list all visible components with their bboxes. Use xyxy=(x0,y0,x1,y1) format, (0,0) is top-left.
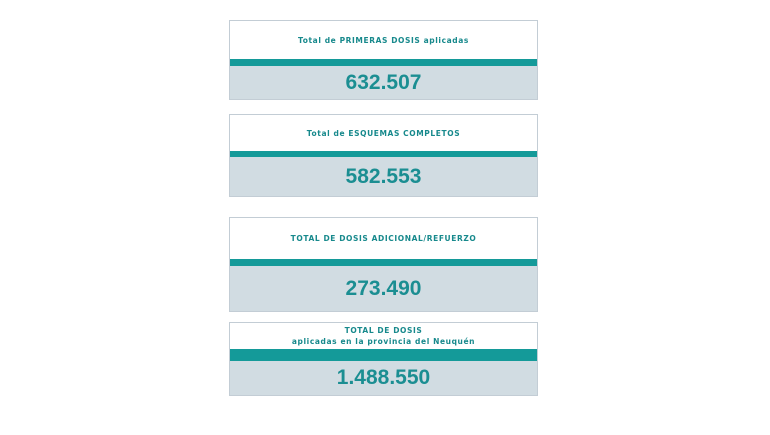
stat-card-primeras-dosis xyxy=(229,20,538,100)
stat-card-value xyxy=(230,66,537,99)
stat-card-title xyxy=(230,323,537,349)
stat-card-total-dosis xyxy=(229,322,538,396)
stat-card-title-text: TOTAL DE DOSIS ADICIONAL/REFUERZO xyxy=(290,234,477,243)
stat-card-value xyxy=(230,157,537,196)
accent-bar xyxy=(230,59,537,66)
stat-card-adicional-refuerzo xyxy=(229,217,538,312)
accent-bar xyxy=(230,349,537,361)
stat-value-primeras-dosis: 632.507 xyxy=(345,70,422,94)
stat-card-title-line1: TOTAL DE DOSIS xyxy=(344,326,423,335)
stat-card-value xyxy=(230,266,537,311)
stat-card-esquemas-completos xyxy=(229,114,538,197)
stat-card-title-text: Total de PRIMERAS DOSIS aplicadas xyxy=(298,35,469,45)
stat-value-esquemas-completos: 582.553 xyxy=(345,164,422,188)
stat-card-title xyxy=(230,218,537,259)
stat-card-title-line2: aplicadas en la provincia del Neuquén xyxy=(291,337,476,346)
stat-card-title xyxy=(230,21,537,59)
accent-bar xyxy=(230,259,537,266)
stat-card-title xyxy=(230,115,537,151)
stat-value-adicional-refuerzo: 273.490 xyxy=(345,276,422,300)
stat-card-value xyxy=(230,361,537,395)
stat-card-title-text: Total de ESQUEMAS COMPLETOS xyxy=(306,128,461,138)
stat-value-total-dosis: 1.488.550 xyxy=(336,366,431,389)
